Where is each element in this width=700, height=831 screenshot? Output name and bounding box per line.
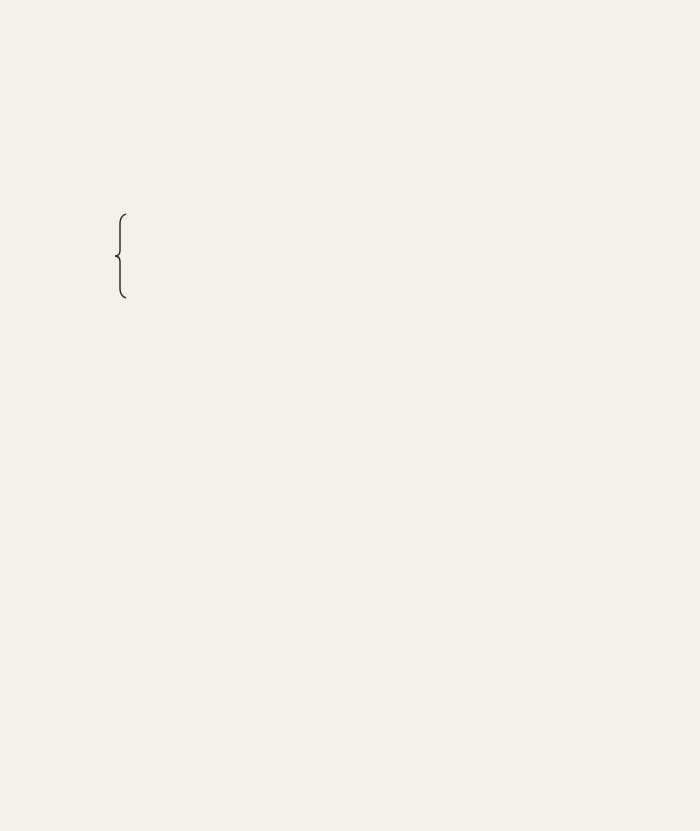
board-bracket bbox=[112, 212, 132, 300]
